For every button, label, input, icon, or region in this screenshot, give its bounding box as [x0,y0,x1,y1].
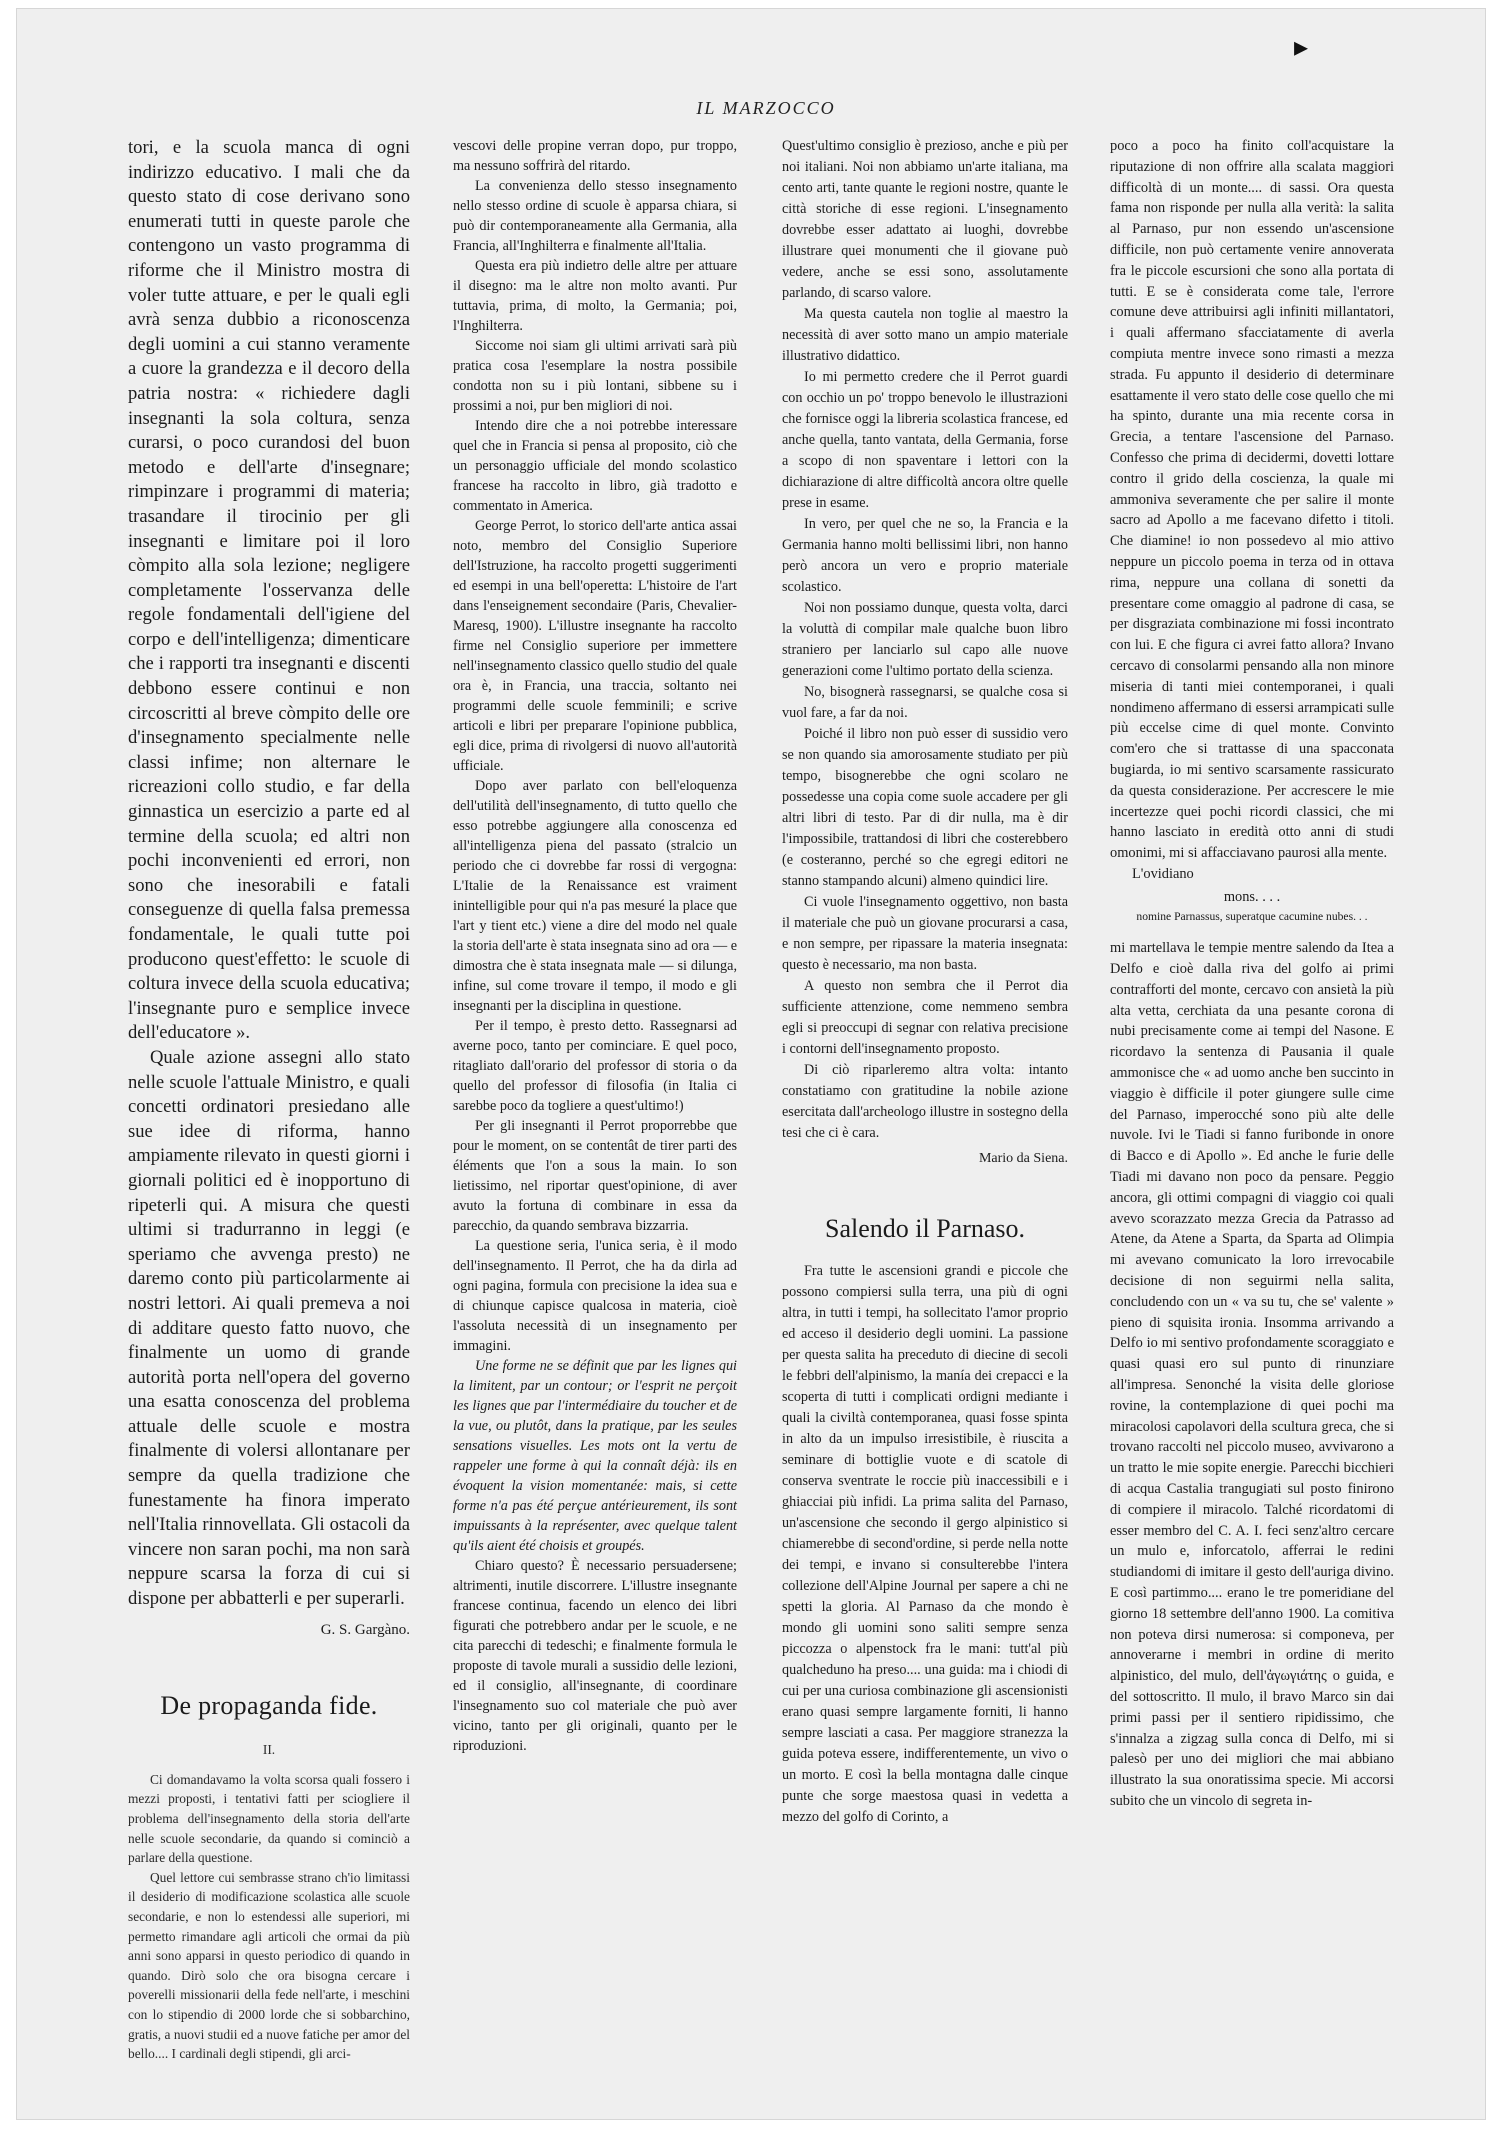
paragraph: Chiaro questo? È necessario persuadersene; altrimenti, inutile discorrere. L'illustre insegnante francese continua, facendo un elenco dei libri figurati che potrebbero andar per le scuole, e ne cita parecchi di tedeschi; e finalmente formula le proposte di tavole murali a sussidio delle lezioni, ed il consiglio, all'insegnante, di coordinare l'insegnamento suo col materiale che può aver vicino, tanto per gli originali, quanto per le riproduzioni. [453,1558,737,1754]
paragraph: Poiché il libro non può esser di sussidio vero se non quando sia amorosamente studiato per più tempo, bisognerebbe che ogni scolaro ne possedesse una copia come suole accadere per gli altri libri di testo. Par di dir nulla, ma è dir l'impossibile, trattandosi di libri che costerebbero (e costeranno, perché so che egregi editori ne stanno stampando alcuni) almeno quindici lire. [782,726,1068,889]
paragraph: Io mi permetto credere che il Perrot guardi con occhio un po' troppo benevolo le illustrazioni che fornisce oggi la libreria scolastica francese, ed anche quella, tanto vantata, della Germania, forse a scopo di non spaventare i lettori con la dichiarazione di altre difficoltà ancora oltre quelle prese in esame. [782,369,1068,511]
verse-quotation: mons. . . . [1223,888,1281,905]
paragraph: A questo non sembra che il Perrot dia sufficiente attenzione, come nemmeno sembra egli si preoccupi di segnar con relativa precisione i contorni dell'insegnamento proposto. [782,978,1068,1057]
paragraph: Di ciò riparleremo altra volta: intanto constatiamo con gratitudine la nobile azione esercitata dall'archeologo illustre in sostegno della tesi che ci è cara. [782,1062,1068,1141]
paragraph: Per gli insegnanti il Perrot proporrebbe que pour le moment, on se contentât de tirer parti des éléments que l'on a sous la main. Io son lietissimo, nel riportar quest'opinione, di aver avuto la fortuna di combinare in essa da parecchio, da quando sembrava bizzarria. [453,1118,737,1234]
verse-quotation: nomine Parnassus, superatque cacumine nubes. . . [1136,910,1368,924]
paragraph: vescovi delle propine verran dopo, pur troppo, ma nessuno soffrirà del ritardo. [453,138,737,174]
paragraph: poco a poco ha finito coll'acquistare la riputazione di non offrire alla scalata maggiori difficoltà di un monte.... di sassi. Ora questa fama non risponde per nulla alla verità: la salita al Parnaso, pur non essendo un'ascensione difficile, non può certamente venire annoverata fra le piccole escursioni che sono alla portata di tutti. E se è considerata come tale, l'errore comune deve attribuirsi agli infiniti millantatori, i quali affermano sfacciatamente di averla compiuta mentre invece sono rimasti a mezza strada. Fu appunto il desiderio di determinare esattamente il vero stato delle cose quello che mi ha spinto, durante una mia recente corsa in Grecia, a tentare l'ascensione del Parnaso. Confesso che prima di decidermi, dovetti lottare contro il grido della coscienza, la quale mi ammoniva severamente che per salire il monte sacro ad Apollo a me facevano difetto i titoli. Che diamine! io non possedevo al mio attivo neppure un piccolo poema in terza od in ottava rima, neppure una collana di sonetti da presentare come omaggio al padrone di casa, se per disgraziata combinazione mi fossi incontrato con lui. E che figura ci avrei fatto allora? Invano cercavo di consolarmi pensando alla non minore miseria di tanti miei contemporanei, i quali nondimeno affermano di essersi arrampicati sulle più eccelse cime di quel monte. Convinto com'ero che si trattasse di una spacconata bugiarda, io mi sentivo scarsamente rassicurato da questa considerazione. Per accrescere le mie incertezze quei pochi ricordi classici, che mi hanno lasciato in eredità otto anni di studi omonimi, mi si affacciavano paurosi alla mente. [1110,138,1394,862]
paragraph: Quale azione assegni allo stato nelle scuole l'attuale Ministro, e quali concetti ordinatori presiedano alle sue idee di riforma, hanno ampiamente rilevato in questi giorni i giornali politici ed è inopportuno di ripeterli qui. A misura che questi ultimi si tradurranno in leggi (e speriamo che avvenga presto) ne daremo conto più particolarmente ai nostri lettori. Ai quali premeva a noi di additare questo fatto nuovo, che finalmente un uomo di grande autorità porta nell'opera del governo una esatta conoscenza del problema attuale delle scuole e mostra finalmente di volersi allontanare per sempre da quella tradizione che funestamente ha finora imperato nell'Italia rinnovellata. Gli ostacoli da vincere non saran pochi, ma non sarà neppure scarsa la forza di cui si dispone per abbatterli e per superarli. [128,1046,410,1610]
paragraph: mi martellava le tempie mentre salendo da Itea a Delfo e cioè dalla riva del golfo ai primi contrafforti del monte, cercavo con ansietà la più alta vetta, cerchiata da una pesante corona di nubi precisamente come ai tempi del Nasone. E ricordavo la sentenza di Pausania il quale ammonisce che « ad uomo anche ben succinto in viaggio è difficile il poter giungere sulle cime del Parnaso, imperocché sono più alte delle nuvole. Ivi le Tiadi si fanno furibonde in onore di Bacco e di Apollo ». Ed anche le furie delle Tiadi mi davano non poco da pensare. Peggio ancora, gli ottimi compagni di viaggio coi quali avevo scorazzato mezza Grecia da Patrasso ad Atene, da Atene a Sparta, da Sparta ad Olimpia mi avevano comunicato la loro irrevocabile decisione di non seguirmi nella salita, concludendo con un « va su tu, che se' valente » pieno di squisita ironia. Insomma arrivando a Delfo io mi sentivo profondamente scoraggiato e quasi quasi ero sul punto di rinunziare all'impresa. Senonché la visita delle gloriose rovine, la contemplazione di quei pochi ma miracolosi capolavori della scultura greca, che si trovano raccolti nel piccolo museo, avvivarono a un tratto le mie sopite energie. Parecchi bicchieri di acqua Castalia trangugiati sul posto finirono di compiere il miracolo. Talché ricordatomi di esser membro del C. A. I. feci senz'altro cercare un mulo e, inforcatolo, afferrai le redini studiandomi di imitare il gesto dell'auriga divino. E così partimmo.... erano le tre pomeridiane del giorno 18 settembre dell'anno 1900. La comitiva non poteva dirsi numerosa: si componeva, per annoverarne i membri in ordine di merito alpinistico, del mulo, dell'ἀγωγιάτης o guida, e del sottoscritto. Il mulo, il bravo Marco sin dai primi passi per il sentiero ripidissimo, che s'innalza a zigzag sulla conca di Delfo, mi si palesò per uno dei migliori che mai abbiano illustrato la sua onoratissima specie. Mi accorsi subito che un vincolo di segreta in- [1110,940,1394,1809]
column-2 [453,136,737,1756]
section-number: II. [262,1742,276,1758]
paragraph: tori, e la scuola manca di ogni indirizzo educativo. I mali che da questo stato di cose derivano sono enumerati tutti in queste parole che contengono un vasto programma di riforme che il Ministro mostra di voler tutte attuare, e per le quali egli avrà senza dubbio a riconoscenza degli uomini a cui stanno veramente a cuore la grandezza e il decoro della patria nostra: « richiedere dagli insegnanti la sola coltura, senza curarsi, o poco curandosi del buon metodo e dell'arte d'insegnare; rimpinzare i programmi di materia; trasandare il tirocinio per gli insegnanti e limitare poi il loro còmpito alla sola lezione; negligere completamente l'osservanza delle regole fondamentali dell'igiene del corpo e dell'intelligenza; dimenticare che i rapporti tra insegnanti e discenti debbono essere continui e non circoscritti al breve còmpito delle ore d'insegnamento specialmente nelle classi infime; non alternare le ricreazioni collo studio, e far della ginnastica un esercizio a parte ed al termine della scuola; ed altri non pochi inconvenienti ed errori, non sono che inesorabili e fatali conseguenze di quella falsa premessa fondamentale, le quali tutte poi producono quest'effetto: le scuole di coltura invece della scuola educativa; l'insegnante puro e semplice invece dell'educatore ». [128,137,410,1044]
column-1 [128,136,410,2064]
paragraph: Questa era più indietro delle altre per attuare il disegno: ma le altre non molto avanti. Pur tuttavia, prima, di molto, la Germania; poi, l'Inghilterra. [453,258,737,334]
paragraph: Per il tempo, è presto detto. Rassegnarsi ad averne poco, tanto per cominciare. E quel poco, ritagliato dall'orario del professor di storia o da quello del professor di filosofia (in Italia ci sarebbe poco da togliere a quest'ultimo!) [453,1018,737,1114]
paragraph: L'ovidiano [1132,865,1194,882]
paragraph: La questione seria, l'unica seria, è il modo dell'insegnamento. Il Perrot, che ha da dirla ad ogni pagina, formula con precisione la idea sua e di chiunque capisce qualcosa in materia, cioè l'assoluta necessità di un insegnamento per immagini. [453,1238,737,1354]
paragraph: Ma questa cautela non toglie al maestro la necessità di aver sotto mano un ampio materiale illustrativo didattico. [782,306,1068,364]
column-3 [782,136,1068,1828]
french-quotation: Une forme ne se définit que par les lignes qui la limitent, par un contour; or l'esprit ne perçoit les lignes que par l'intermédiaire du toucher et de la vue, ou plutôt, dans la pratique, par les seules sensations visuelles. Les mots ont la vertu de rappeler une forme à qui la connaît déjà: ils en évoquent la vision momentanée: mais, si cette forme n'a pas été perçue antérieurement, ils sont impuissants à la représenter, avec quelque talent qu'ils aient été choisis et groupés. [453,1358,737,1554]
paragraph: Siccome noi siam gli ultimi arrivati sarà più pratica cosa l'esemplare la nostra possibile condotta non su i più lontani, sibbene su i prossimi a noi, pur ben migliori di noi. [453,338,737,414]
paragraph: No, bisognerà rassegnarsi, se qualche cosa si vuol fare, a far da noi. [782,684,1068,721]
paragraph: Fra tutte le ascensioni grandi e piccole che possono compiersi sulla terra, una più di ogni altra, in tutti i tempi, ha sollecitato l'amor proprio ed acceso il desiderio degli uomini. La passione per questa salita ha preceduto di diecine di secoli le febbri dell'alpinismo, la manía dei crepacci e la scoperta di tutti i complicati ordigni mediante i quali la civiltà contemporanea, quasi fosse spinta in alto da un impulso irresistibile, è riuscita a seminare di bottiglie vuote e di scatole di conserva sventrate le roccie più inaccessibili e i ghiacciai più infidi. La prima salita del Parnaso, un'ascensione che secondo il gergo alpinistico si chiamerebbe di second'ordine, si perde nella notte dei tempi, e invano si consulterebbe l'intera collezione dell'Alpine Journal per sapere a chi ne spetti la gloria. Al Parnaso da che mondo è mondo gli uomini sono saliti sempre senza piccozza o alpenstock fra le mani: tutt'al più qualcheduno ha preso.... una guida: ma i chiodi di cui per una curiosa combinazione gli ascensionisti erano quasi sempre largamente forniti, li hanno sempre lasciati a casa. Per maggiore stranezza la guida poteva essere, indifferentemente, un vivo o un morto. E così la bella montagna dalle cinque punte che sorge maestosa quasi in vedetta a mezzo del golfo di Corinto, a [782,1263,1068,1825]
paragraph: In vero, per quel che ne so, la Francia e la Germania hanno molti bellissimi libri, non hanno però ancora un vero e proprio materiale scolastico. [782,516,1068,595]
paragraph: Quest'ultimo consiglio è prezioso, anche e più per noi italiani. Noi non abbiamo un'arte italiana, ma cento arti, tante quante le regioni nostre, quante le città storiche di esse regioni. L'insegnamento dovrebbe esser adattato ai luoghi, dovrebbe illustrare quei monumenti che il giovane può vedere, anche se essi sono, assolutamente parlando, di scarso valore. [782,138,1068,301]
article-heading: Salendo il Parnaso. [824,1214,1026,1243]
article-heading: De propaganda fide. [160,1691,378,1721]
paragraph: Ci domandavamo la volta scorsa quali fossero i mezzi proposti, i tentativi fatti per sciogliere il problema dell'insegnamento della storia dell'arte nelle scuole secondarie, da quando si cominciò a parlare della questione. [128,1771,410,1866]
paragraph: George Perrot, lo storico dell'arte antica assai noto, membro del Consiglio Superiore dell'Istruzione, ha raccolto progetti suggerimenti ed esempi in una bell'operetta: L'histoire de l'art dans l'enseignement secondaire (Paris, Chevalier-Maresq, 1900). L'illustre insegnante ha raccolto firme nel Consiglio superiore per immettere nell'insegnamento classico quello studio del quale ora è, in Francia, una traccia, soltanto nei programmi delle scuole femminili; e scrive articoli e libri per preparare l'opinione pubblica, egli dice, prima di rivolgersi di nuovo all'autorità ufficiale. [453,518,737,774]
paragraph: Intendo dire che a noi potrebbe interessare quel che in Francia si pensa al proposito, ciò che un personaggio ufficiale del mondo scolastico francese ha raccolto in libro, già tradotto e commentato in America. [453,418,737,514]
author-signature: Mario da Siena. [978,1151,1068,1166]
author-signature: G. S. Gargàno. [320,1621,410,1638]
column-4 [1110,136,1394,1812]
paragraph: Quel lettore cui sembrasse strano ch'io limitassi il desiderio di modificazione scolastica alle scuole secondarie, e non lo estendessi alle superiori, mi permetto rimandare agli articoli che ormai da più anni sono apparsi in questo periodico di quando in quando. Dirò solo che ora bisogna cercare i poverelli missionarii della fede nell'arte, i meschini con lo stipendio di 2000 lorde che si sobbarchino, gratis, a nuovi studii ed a nuove fatiche per amor del bello.... I cardinali degli stipendi, gli arci- [128,1869,410,2062]
running-head: IL MARZOCCO [696,98,836,118]
paragraph: Dopo aver parlato con bell'eloquenza dell'utilità dell'insegnamento, di tutto quello che esso potrebbe aggiungere alla conoscenza ed all'intelligenza piena del passato (stralcio un periodo che ci dovrebbe far rossi di vergogna: L'Italie de la Renaissance est vraiment inintelligible pour qui n'a pas mesuré la place que l'art y tient etc.) viene a dire del modo nel quale la storia dell'arte è stata insegnata sino ad ora — e dimostra che è stata insegnata male — si dilunga, infine, sul come trovare il tempo, il modo e gli insegnanti per la disciplina in questione. [453,778,737,1014]
corner-mark: ▸ [1294,30,1309,63]
paragraph: La convenienza dello stesso insegnamento nello stesso ordine di scuole è apparsa chiara, si può dir contemporaneamente alla Germania, alla Francia, all'Inghilterra e finalmente all'Italia. [453,178,737,254]
paragraph: Ci vuole l'insegnamento oggettivo, non basta il materiale che può un giovane procurarsi a casa, e non sempre, per ripassare la materia insegnata: questo è necessario, ma non basta. [782,894,1068,973]
paragraph: Noi non possiamo dunque, questa volta, darci la voluttà di compilar male qualche buon libro straniero per lanciarlo sul capo alle nuove generazioni come l'ultimo portato della scienza. [782,600,1068,679]
